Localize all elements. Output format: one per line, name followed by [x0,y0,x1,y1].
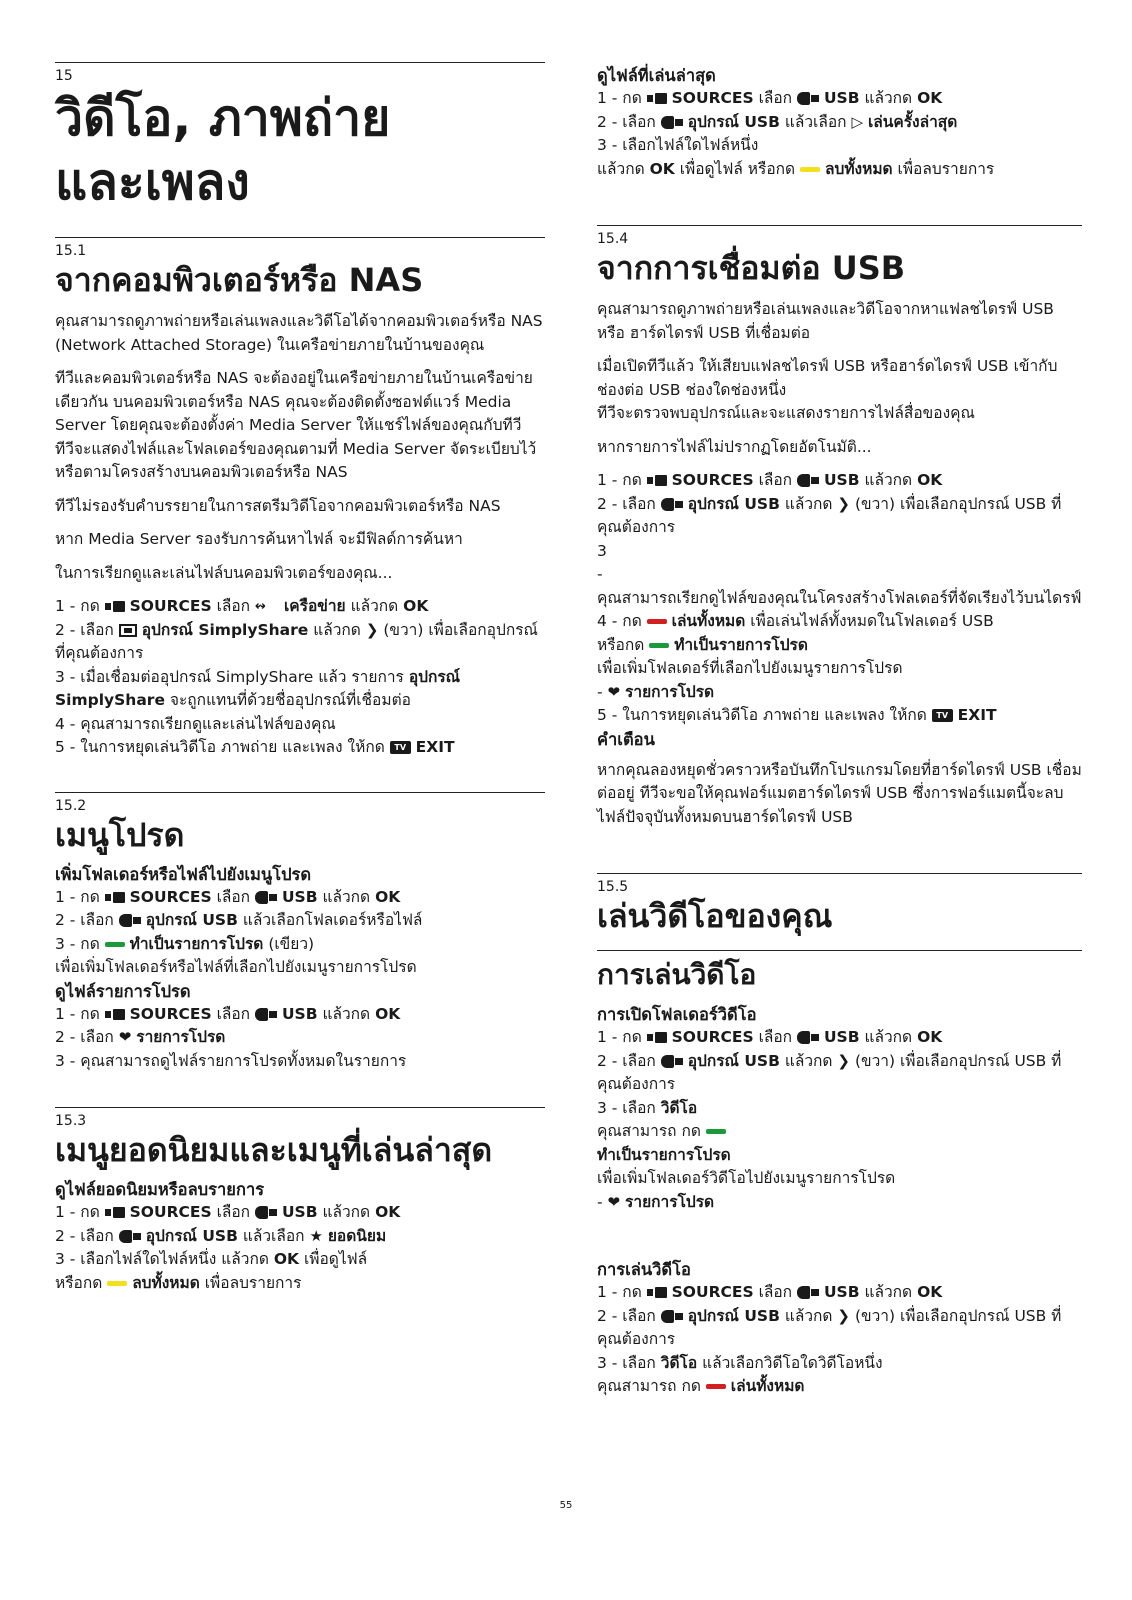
step-4: 4 - คุณสามารถเรียกดูและเล่นไฟล์ของคุณ [55,714,336,733]
menu-label: เครือข่าย [283,597,346,615]
chapter-title-line2: และเพลง [55,153,250,211]
sources-icon [647,1032,667,1043]
section-number: 15.2 [55,797,87,814]
step-text: แล้วกด [313,620,361,639]
step-2 [55,619,545,666]
step-1 [55,1003,545,1027]
step-text: - [597,1192,603,1211]
step-4 [597,610,1082,634]
sources-icon [647,1287,667,1298]
step-text: เพื่อลบรายการ [897,159,995,178]
step-text: เพื่อเพิ่มโฟลเดอร์หรือไฟล์ที่เลือกไปยังเมนูรายการโปรด [55,958,417,976]
step-text: หรือกด [597,635,645,654]
menu-label: USB [281,1203,318,1221]
key-label: OK [649,159,675,178]
sources-icon [105,1009,125,1020]
network-icon: ↭ [255,598,266,614]
step-text: 1 - กด [597,1283,642,1301]
step-2 [55,1026,545,1050]
step-3-continued [597,1120,1082,1144]
red-key-icon [647,619,667,624]
key-label: SOURCES [671,1028,754,1046]
sources-icon [105,601,125,612]
chevron-right-icon: ❯ [837,1051,850,1070]
step-text: เลือก [758,1283,793,1301]
section-number: 15.5 [597,879,629,895]
step-text: เพื่อเล่นไฟล์ทั้งหมดในโฟลเดอร์ USB [750,612,994,630]
step-text: แล้วเลือกวิดีโอใดวิดีโอหนึ่ง [702,1353,883,1372]
usb-icon [661,1310,683,1323]
menu-label: ทำเป็นรายการโปรด [597,1145,731,1164]
left-column [55,0,545,1295]
step-3-continued [55,1272,545,1296]
step-text: แล้วกด [864,1028,913,1046]
key-label: OK [403,597,429,615]
menu-label: เล่นทั้งหมด [730,1377,805,1395]
usb-icon [797,1286,819,1299]
step-text: เลือก [216,1203,251,1221]
menu-label: USB [823,1283,860,1301]
usb-icon [661,498,683,511]
step-3 [597,1352,1082,1376]
step-text: แล้วกด [784,1051,833,1070]
step-text: 1 - กด [55,887,100,906]
step-1 [597,469,1082,493]
menu-label: อุปกรณ์ USB [687,112,780,131]
green-key-icon [649,643,669,648]
step-text: เพื่อดูไฟล์ [303,1250,368,1268]
paragraph: ทีวีไม่รองรับคำบรรยายในการสตรีมวิดีโอจากคอมพิวเตอร์หรือ NAS [55,496,501,515]
menu-label: วิดีโอ [660,1353,698,1372]
section-number: 15.4 [597,231,629,247]
step-1 [597,87,1082,111]
usb-icon [661,1055,683,1068]
key-label: OK [375,1203,401,1221]
menu-label: ทำเป็นรายการโปรด [129,934,264,953]
step-2 [55,1225,545,1249]
step-text: 5 - ในการหยุดเล่นวิดีโอ ภาพถ่าย และเพลง ให้กด [55,738,385,756]
step-3: 3 [597,541,607,560]
step-text: เลือก [758,1028,793,1046]
yellow-key-icon [800,167,820,172]
subsection-title: การเล่นวิดีโอ [597,958,757,991]
key-label: OK [375,887,401,906]
step-text: แล้วกด [784,1306,833,1325]
section-title: จากการเชื่อมต่อ USB [597,249,906,287]
step-4-favourite [597,681,1082,705]
step-text: 2 - เลือก [55,1226,114,1245]
step-text: 3 - เมื่อเชื่อมต่ออุปกรณ์ SimplyShare แล้ว รายการ [55,667,404,686]
step-2 [55,909,545,933]
step-3 [597,1097,1082,1121]
key-label: SOURCES [671,89,754,107]
step-text: - [597,682,603,701]
sources-icon [105,1207,125,1218]
step-3 [55,933,545,957]
subheading: การเปิดโฟลเดอร์วิดีโอ [597,1005,757,1024]
menu-label: USB [823,471,860,489]
step-text: 2 - เลือก [597,494,656,513]
step-text: เลือก [758,471,793,489]
chapter-title-line1: วิดีโอ, ภาพถ่าย [55,89,391,147]
step-text: (ขวา) เพื่อเลือกอุปกรณ์ USB ที่คุณต้องการ [597,1051,1062,1093]
step-1 [55,886,545,910]
green-key-icon [706,1129,726,1134]
step-text: 1 - กด [597,89,642,107]
tv-icon: TV [932,709,953,722]
step-1 [597,1026,1082,1050]
menu-label: รายการโปรด [625,1192,715,1211]
yellow-key-icon [107,1281,127,1286]
step-text: แล้วกด [864,1283,913,1301]
subheading: ดูไฟล์ยอดนิยมหรือลบรายการ [55,1180,265,1199]
section-number: 15.3 [55,1113,87,1129]
chevron-right-icon: ❯ [837,494,850,513]
step-text: 2 - เลือก [55,911,114,929]
usb-icon [255,1008,277,1021]
menu-label: USB [281,1004,318,1023]
warning-text: หากคุณลองหยุดชั่วคราวหรือบันทึกโปรแกรมโดยที่ฮาร์ดไดรฟ์ USB เชื่อมต่ออยู่ ทีวีจะขอให้คุณฟอร์แมตฮาร์ดไดรฟ์ USB ซึ่งการฟอร์แมตนี้จะลบไฟล์ปัจจุบันทั้งหมดบนฮาร์ดไดรฟ์ USB [597,760,1082,826]
menu-label: อุปกรณ์ SimplyShare [55,667,461,709]
menu-label: USB [823,89,860,107]
paragraph: คุณสามารถดูภาพถ่ายหรือเล่นเพลงและวิดีโอได้จากคอมพิวเตอร์หรือ NAS (Network Attached Storage) ในเครือข่ายภายในบ้านของคุณ [55,312,543,354]
step-text: 1 - กด [55,1004,100,1023]
usb-icon [255,891,277,904]
section-rule [55,792,545,793]
chapter-number: 15 [55,68,73,84]
step-text: แล้วกด [864,471,913,489]
step-5 [597,704,1082,728]
chevron-right-icon: ❯ [365,620,379,639]
paragraph: ทีวีและคอมพิวเตอร์หรือ NAS จะต้องอยู่ในเครือข่ายภายในบ้านเครือข่ายเดียวกัน บนคอมพิวเตอร์หรือ NAS คุณจะต้องติดตั้งซอฟต์แวร์ Media Server โดยคุณจะต้องตั้งค่า Media Server ให้แชร์ไฟล์ของคุณกับทีวี ทีวีจะแสดงไฟล์และโฟลเดอร์ของคุณตามที่ Media Server จัดระเบียบไว้หรือตามโครงสร้างบนคอมพิวเตอร์หรือ NAS [55,369,537,481]
step-text: แล้วกด [322,1203,371,1221]
usb-icon [661,116,683,129]
step-4-continued [597,634,1082,658]
step-text: 1 - กด [597,471,642,489]
step-3 [55,666,545,713]
key-label: SOURCES [129,597,212,615]
section-title: เมนูยอดนิยมและเมนูที่เล่นล่าสุด [55,1131,493,1169]
step-text: เพื่อลบรายการ [204,1273,302,1292]
key-label: EXIT [415,738,455,756]
sources-icon [647,475,667,486]
step-5 [55,736,545,760]
menu-label: ทำเป็นรายการโปรด [674,635,808,654]
step-2 [597,493,1082,540]
step-text: 2 - เลือก [55,620,114,639]
step-1 [55,1201,545,1225]
menu-label: ลบทั้งหมด [824,159,893,178]
step-text: 3 - เลือก [597,1098,656,1117]
step-text: เพื่อเพิ่มโฟลเดอร์วิดีโอไปยังเมนูรายการโปรด [597,1169,896,1187]
step-text: 3 - เลือกไฟล์ใดไฟล์หนึ่ง แล้วกด [55,1250,269,1268]
subheading: เพิ่มโฟลเดอร์หรือไฟล์ไปยังเมนูโปรด [55,864,312,884]
usb-icon [119,914,141,927]
star-icon: ★ [309,1226,323,1245]
sources-icon [105,892,125,903]
step-text: แล้วกด [784,494,833,513]
paragraph: คุณสามารถดูภาพถ่ายหรือเล่นเพลงและวิดีโอจากหาแฟลชไดรฟ์ USB หรือ ฮาร์ดไดรฟ์ USB ที่เชื่อมต่อ [597,300,1054,342]
key-label: SOURCES [129,887,212,906]
red-key-icon [706,1384,726,1389]
step-text: แล้วกด [350,597,399,615]
paragraph: ทีวีจะตรวจพบอุปกรณ์และจะแสดงรายการไฟล์สื่อของคุณ [597,404,975,422]
step-text: คุณสามารถ กด [597,1377,701,1395]
section-title: เมนูโปรด [55,815,185,854]
heart-icon: ❤ [607,682,621,701]
step-4 [597,1375,1082,1399]
usb-icon [797,474,819,487]
menu-label: อุปกรณ์ USB [687,1306,780,1325]
subsection-rule [597,950,1082,951]
step-text: แล้วกด [864,89,913,107]
menu-label: รายการโปรด [625,682,715,701]
key-label: OK [917,1283,943,1301]
step-text: คุณสามารถเรียกดูไฟล์ของคุณในโครงสร้างโฟลเดอร์ที่จัดเรียงไว้บนไดรฟ์ [597,588,1082,607]
step-1 [55,595,545,619]
step-1 [597,1281,1082,1305]
section-rule [55,237,545,238]
step-text: 1 - กด [55,1203,100,1221]
subheading: ดูไฟล์ที่เล่นล่าสุด [597,66,716,85]
step-text: แล้วกด [322,887,371,906]
usb-icon [797,1031,819,1044]
section-rule [55,1107,545,1108]
subheading: การเล่นวิดีโอ [597,1260,691,1279]
menu-label: USB [823,1028,860,1046]
step-text: 4 - กด [597,612,642,630]
menu-label: อุปกรณ์ USB [687,1051,780,1070]
chapter-rule [55,62,545,63]
step-3: 3 - เลือกไฟล์ใดไฟล์หนึ่ง [597,136,759,154]
step-3-continued [597,158,1082,182]
heart-icon: ❤ [607,1192,621,1211]
chevron-right-icon: ❯ [837,1306,850,1325]
step-text: หรือกด [55,1273,103,1292]
step-text: 3 - เลือก [597,1353,656,1372]
page-number: 55 [559,1500,573,1511]
section-title: จากคอมพิวเตอร์หรือ NAS [55,261,424,299]
step-text: เลือก [216,887,251,906]
step-text: (เขียว) [268,934,315,953]
step-text: แล้วเลือก [784,112,847,131]
step-text: แล้วเลือกโฟลเดอร์หรือไฟล์ [242,911,423,929]
menu-label: รายการโปรด [136,1028,226,1046]
play-icon: ▷ [851,112,863,131]
green-key-icon [105,942,125,947]
step-3-dash: - [597,565,603,583]
step-text: 2 - เลือก [597,112,656,131]
section-number: 15.1 [55,243,87,259]
section-title: เล่นวิดีโอของคุณ [597,897,833,935]
step-text: เลือก [758,89,793,107]
step-text: เลือก [216,1004,251,1023]
usb-icon [797,92,819,105]
right-column [597,0,1082,1399]
heart-icon: ❤ [118,1028,132,1046]
subheading: ดูไฟล์รายการโปรด [55,981,191,1001]
sources-icon [647,93,667,104]
menu-label: USB [281,887,318,906]
key-label: OK [273,1250,300,1268]
paragraph: เมื่อเปิดทีวีแล้ว ให้เสียบแฟลชไดรฟ์ USB หรือฮาร์ดไดรฟ์ USB เข้ากับช่องต่อ USB ช่องใดช่องหนึ่ง [597,357,1058,399]
key-label: OK [917,471,943,489]
step-text: (ขวา) เพื่อเลือกอุปกรณ์ที่คุณต้องการ [55,620,538,662]
step-2 [597,1305,1082,1352]
menu-label: เล่นครั้งล่าสุด [867,112,958,131]
step-favourite [597,1191,1082,1215]
usb-icon [255,1206,277,1219]
step-text: 1 - กด [597,1028,642,1046]
key-label: SOURCES [671,471,754,489]
tv-icon: TV [390,741,411,754]
step-text: เพื่อเพิ่มโฟลเดอร์ที่เลือกไปยังเมนูรายการโปรด [597,659,903,677]
step-text: แล้วกด [597,159,645,178]
section-rule [597,873,1082,874]
simplyshare-icon [119,624,137,637]
key-label: SOURCES [129,1203,212,1221]
warning-heading: คำเตือน [597,729,655,749]
step-text: 5 - ในการหยุดเล่นวิดีโอ ภาพถ่าย และเพลง ให้กด [597,706,927,724]
key-label: OK [375,1004,401,1023]
step-text: แล้วกด [322,1004,371,1023]
paragraph: หากรายการไฟล์ไม่ปรากฏโดยอัตโนมัติ... [597,437,872,456]
step-text: 1 - กด [55,597,100,615]
step-text: แล้วเลือก [242,1226,305,1245]
key-label: OK [917,1028,943,1046]
menu-label: อุปกรณ์ USB [145,911,238,929]
step-2 [597,111,1082,135]
section-rule [597,225,1082,226]
menu-label: อุปกรณ์ USB [145,1226,238,1245]
key-label: OK [917,89,943,107]
menu-label: วิดีโอ [660,1098,698,1117]
step-text: เพื่อดูไฟล์ หรือกด [679,159,796,178]
key-label: SOURCES [129,1004,212,1023]
step-text: คุณสามารถ กด [597,1122,701,1140]
step-text: 2 - เลือก [597,1051,656,1070]
usb-icon [119,1230,141,1243]
step-2 [597,1050,1082,1097]
menu-label [597,1144,1082,1168]
paragraph: หาก Media Server รองรับการค้นหาไฟล์ จะมีฟิลด์การค้นหา [55,530,463,548]
step-text: เลือก [216,597,251,615]
step-text: 3 - กด [55,934,100,953]
step-text: 2 - เลือก [55,1028,114,1046]
paragraph: ในการเรียกดูและเล่นไฟล์บนคอมพิวเตอร์ของคุณ... [55,563,393,582]
key-label: EXIT [957,706,997,724]
step-text: (ขวา) เพื่อเลือกอุปกรณ์ USB ที่คุณต้องการ [597,494,1062,536]
key-label: SOURCES [671,1283,754,1301]
step-3: 3 - คุณสามารถดูไฟล์รายการโปรดทั้งหมดในรายการ [55,1051,407,1070]
menu-label: เล่นทั้งหมด [671,612,746,630]
step-text: 2 - เลือก [597,1306,656,1325]
menu-label: ลบทั้งหมด [132,1273,200,1292]
step-3 [55,1248,545,1272]
menu-label: อุปกรณ์ USB [687,494,780,513]
step-text: จะถูกแทนที่ด้วยชื่ออุปกรณ์ที่เชื่อมต่อ [169,691,411,709]
menu-label: อุปกรณ์ SimplyShare [141,620,309,639]
step-text: (ขวา) เพื่อเลือกอุปกรณ์ USB ที่คุณต้องการ [597,1306,1062,1348]
menu-label: ยอดนิยม [327,1226,387,1245]
